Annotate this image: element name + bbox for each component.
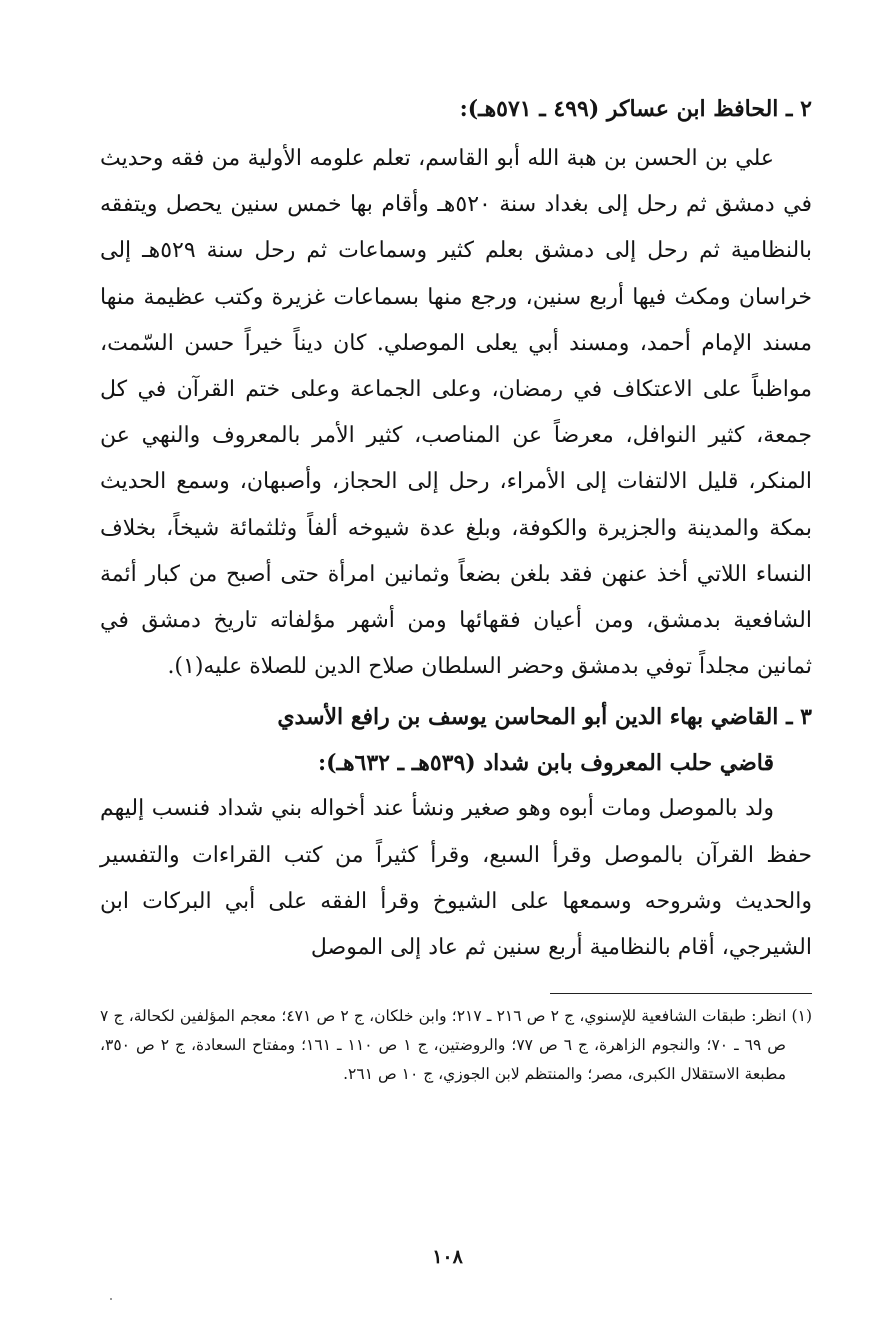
section-2-body: علي بن الحسن بن هبة الله أبو القاسم، تعلم علومه الأولية من فقه وحديث في دمشق ثم رحل إلى بغداد سنة ٥٢٠هـ وأقام بها خمس سنين يحصل ويتفقه بالنظامية ثم رحل إلى دمشق بعلم كثير وسماعات ثم رحل سنة ٥٢٩هـ إلى خراسان ومكث فيها أربع سنين، ورجع منها بسماعات غزيرة وكتب عظيمة منها مسند الإمام أحمد، ومسند أبي يعلى الموصلي. كان ديناً خيراً حسن السّمت، مواظباً على الاعتكاف في رمضان، وعلى الجماعة وعلى ختم القرآن في كل جمعة، كثير النوافل، معرضاً عن المناصب، كثير الأمر بالمعروف والنهي عن المنكر، قليل الالتفات إلى الأمراء، رحل إلى الحجاز، وأصبهان، وسمع الحديث بمكة والمدينة والجزيرة والكوفة، وبلغ عدة شيوخه ألفاً وثلثمائة شيخاً، بخلاف النساء اللاتي أخذ عنهن فقد بلغن بضعاً وثمانين امرأة حتى أصبح من كبار أئمة الشافعية بدمشق، ومن أعيان فقهائها ومن أشهر مؤلفاته تاريخ دمشق في ثمانين مجلداً توفي بدمشق وحضر السلطان صلاح الدين للصلاة عليه(١). bbox=[100, 146, 812, 680]
scan-speck bbox=[110, 1298, 112, 1300]
book-page bbox=[100, 86, 812, 1089]
section-3-heading-line-1: ٣ ـ القاضي بهاء الدين أبو المحاسن يوسف بن رافع الأسدي bbox=[277, 704, 812, 731]
page-number: ١٠٨ bbox=[432, 1246, 463, 1268]
section-2-heading: ٢ ـ الحافظ ابن عساكر (٤٩٩ ـ ٥٧١هـ): bbox=[459, 96, 812, 122]
footnote-1: (١) انظر: طبقات الشافعية للإسنوي، ج ٢ ص ٢١٦ ـ ٢١٧؛ وابن خلكان، ج ٢ ص ٤٧١؛ معجم المؤلفين لكحالة، ج ٧ ص ٦٩ ـ ٧٠؛ والنجوم الزاهرة، ج ٦ ص ٧٧؛ والروضتين، ج ١ ص ١١٠ ـ ١٦١؛ ومفتاح السعادة، ج ٢ ص ٣٥٠، مطبعة الاستقلال الكبرى، مصر؛ والمنتظم لابن الجوزي، ج ١٠ ص ٢٦١. bbox=[100, 1007, 812, 1084]
footnote-separator bbox=[550, 993, 812, 994]
section-3-heading-line-2: قاضي حلب المعروف بابن شداد (٥٣٩هـ ـ ٦٣٢هـ): bbox=[317, 750, 774, 777]
section-3-body: ولد بالموصل ومات أبوه وهو صغير ونشأ عند أخواله بني شداد فنسب إليهم حفظ القرآن بالموصل وقرأ السبع، وقرأ كثيراً من كتب القراءات والتفسير والحديث وشروحه وسمعها على الشيوخ وقرأ الفقه على أبي البركات ابن الشيرجي، أقام بالنظامية أربع سنين ثم عاد إلى الموصل bbox=[100, 796, 812, 961]
